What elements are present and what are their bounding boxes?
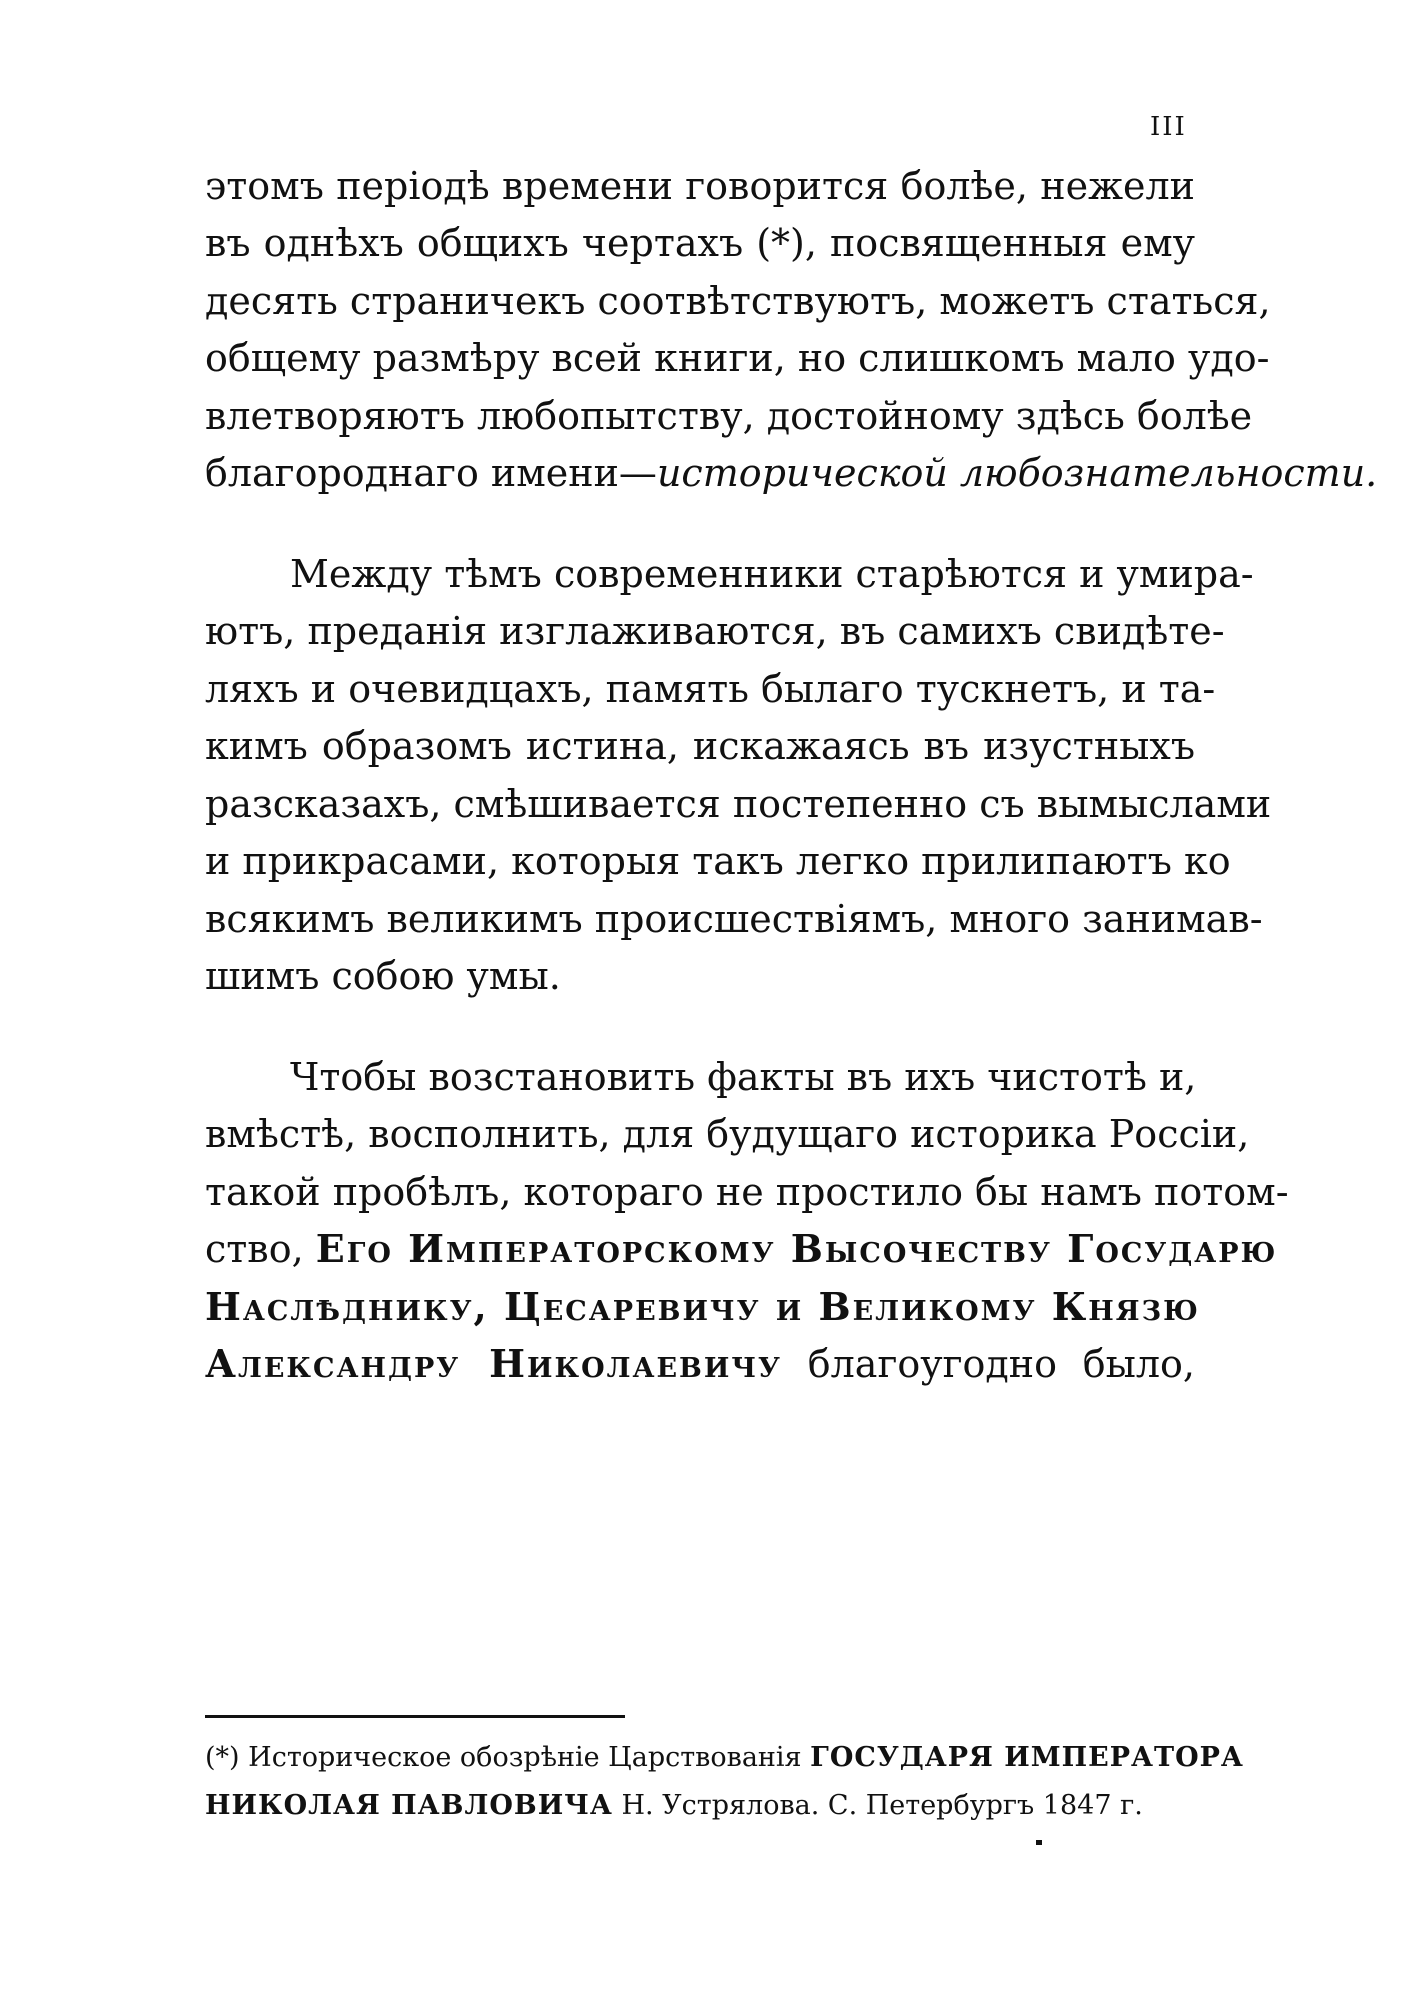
text-line: въ однѣхъ общихъ чертахъ (*), посвященныя ему: [205, 221, 1195, 265]
page-number: III: [1150, 112, 1187, 142]
text-line: разсказахъ, смѣшивается постепенно съ вымыслами: [205, 782, 1272, 826]
footnote-caps: ГОСУДАРЯ ИМПЕРАТОРА: [810, 1742, 1244, 1773]
text-line: кимъ образомъ истина, искажаясь въ изустныхъ: [205, 724, 1195, 768]
text-line: Чтобы возстановить факты въ ихъ чистотѣ и,: [290, 1055, 1197, 1099]
text-line-last: [205, 437, 1378, 509]
text-segment: благоугодно было,: [807, 1342, 1195, 1386]
text-line: ютъ, преданія изглаживаются, въ самихъ свидѣте-: [205, 609, 1225, 653]
imperial-name: Александру Николаевичу: [205, 1341, 782, 1386]
text-line: общему размѣру всей книги, но слишкомъ мало удо-: [205, 336, 1270, 380]
imperial-title: Его Императорскому Высочеству Государю: [315, 1226, 1278, 1271]
footnote-divider: [205, 1715, 625, 1718]
text-line: шимъ собою умы.: [205, 954, 561, 998]
footnote-line: [205, 1786, 1195, 1826]
text-line: и прикрасами, которыя такъ легко прилипаютъ ко: [205, 839, 1231, 883]
text-line: вмѣстѣ, восполнить, для будущаго историка Россіи,: [205, 1112, 1250, 1156]
text-line: этомъ періодѣ времени говорится болѣе, нежели: [205, 164, 1195, 208]
text-line: влетворяютъ любопытству, достойному здѣсь болѣе: [205, 394, 1253, 438]
footnote-text: Н. Устрялова. С. Петербургъ 1847 г.: [612, 1790, 1143, 1821]
text-line: десять страничекъ соотвѣтствуютъ, можетъ статься,: [205, 279, 1271, 323]
print-speck: [1036, 1840, 1042, 1845]
text-line: ляхъ и очевидцахъ, память былаго тускнетъ, и та-: [205, 667, 1216, 711]
text-line: [205, 1328, 1195, 1400]
text-segment: ство,: [205, 1227, 316, 1271]
text-line: Наслѣднику, Цесаревичу и Великому Князю: [205, 1284, 1200, 1329]
footnote-line: [205, 1738, 1244, 1778]
text-line: такой пробѣлъ, котораго не простило бы намъ потом-: [205, 1170, 1289, 1214]
italic-phrase: исторической любознательности.: [656, 451, 1378, 495]
text-segment: благороднаго имени—: [205, 451, 657, 495]
text-line: всякимъ великимъ происшествіямъ, много занимав-: [205, 897, 1263, 941]
text-line: Между тѣмъ современники старѣются и умира-: [290, 552, 1254, 596]
footnote-text: (*) Историческое обозрѣніе Царствованія: [205, 1742, 811, 1773]
footnote-caps: НИКОЛАЯ ПАВЛОВИЧА: [205, 1790, 613, 1821]
